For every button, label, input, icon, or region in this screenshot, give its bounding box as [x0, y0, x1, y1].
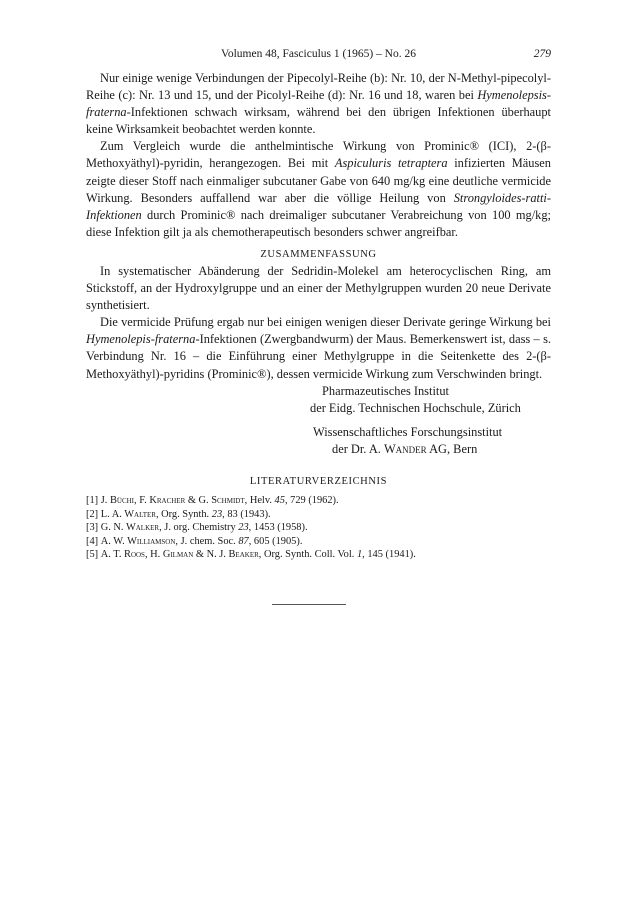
reference-volume: 87: [238, 535, 249, 547]
paragraph-results: [86, 70, 551, 138]
affiliation-line: Wissenschaftliches Forschungsinstitut: [313, 425, 503, 439]
affiliation-line: der Eidg. Technischen Hochschule, Zürich: [310, 400, 521, 415]
reference-volume: 23: [211, 508, 223, 520]
reference-volume: 45: [274, 495, 285, 507]
company-name: Wander: [383, 442, 427, 457]
reference-authors: A. T. Roos, H. Gilman & N. J. Beaker: [100, 549, 259, 561]
affiliation-line: Pharmazeutisches Institut: [322, 383, 449, 398]
reference-authors: A. W. Williamson: [100, 535, 176, 547]
reference-item: [5] A. T. Roos, H. Gilman & N. J. Beaker, Org. Synth. Coll. Vol. 1, 145 (1941).: [86, 549, 416, 561]
running-head-text: Volumen 48, Fasciculus 1 (1965) – No. 26: [221, 48, 416, 60]
reference-authors: L. A. Walter: [100, 508, 156, 520]
paragraph-text: -Infektionen (Zwergbandwurm) der Maus. Bemerkenswert ist, dass – s. Verbindung Nr. 16 – die Einführung einer Methylgruppe in die Seitenkette des 2-(β-Methoxyäthyl)-pyridins (Prominic®), dessen vermicide Wirkung zum Verschwinden bringt.: [86, 332, 551, 381]
paragraph-text: Zum Vergleich wurde die anthelmintische Wirkung von Prominic® (ICI), 2-(β-Methoxyäthyl)-pyridin, herangezogen. Bei mit: [86, 139, 551, 171]
affiliations: [86, 383, 551, 459]
summary-paragraph-1: In systematischer Abänderung der Sedridin-Molekel am heterocyclischen Ring, am Stickstoff, an der Hydroxylgruppe und an einer der Methylgruppen wurden 20 neue Derivate synthetisiert.: [86, 263, 551, 313]
paragraph-text: Die vermicide Prüfung ergab nur bei einigen wenigen dieser Derivate geringe Wirkung bei: [100, 315, 551, 330]
paragraph-text: -Infektionen schwach wirksam, während bei den übrigen Infektionen überhaupt keine Wirksamkeit beobachtet werden konnte.: [86, 105, 551, 137]
running-header: [86, 48, 551, 66]
reference-volume: 23: [238, 522, 249, 534]
species-name: Aspiculuris tetraptera: [334, 156, 448, 171]
summary-paragraph-2: [86, 314, 551, 382]
summary-heading: ZUSAMMENFASSUNG: [260, 248, 377, 260]
end-rule: [272, 604, 346, 605]
paragraph-text: infizierten Mäusen zeigte dieser Stoff nach einmaliger subcutaner Gabe von 640 mg/kg eine deutliche vermicide Wirkung. Besonders auffallend war aber die völlige Heilung von: [86, 156, 551, 205]
reference-item: [4] A. W. Williamson, J. chem. Soc. 87, 605 (1905).: [86, 535, 303, 547]
paragraph-text: durch Prominic® nach dreimaliger subcutaner Verabreichung von 100 mg/kg; diese Infektion gilt ja als chemotherapeutisch besonders schwer angreifbar.: [86, 207, 551, 239]
reference-item: [2] L. A. Walter, Org. Synth. 23, 83 (1943).: [86, 508, 271, 520]
affiliation-line: der Dr. A. Wander AG, Bern: [332, 442, 478, 457]
reference-item: [1] J. Büchi, F. Kracher & G. Schmidt, Helv. 45, 729 (1962).: [86, 495, 339, 507]
page: [86, 48, 551, 561]
reference-authors: G. N. Walker: [100, 522, 160, 534]
species-name: Hymenolepsis-fraterna: [86, 88, 551, 120]
reference-item: [3] G. N. Walker, J. org. Chemistry 23, 1453 (1958).: [86, 522, 308, 534]
reference-list: [86, 494, 551, 561]
species-name: Strongyloides-ratti-Infektionen: [86, 190, 551, 222]
reference-authors: J. Büchi, F. Kracher & G. Schmidt: [100, 495, 245, 507]
reference-volume: 1: [356, 549, 363, 561]
references-heading: LITERATURVERZEICHNIS: [249, 476, 388, 488]
species-name: Hymenolepis-fraterna: [86, 332, 196, 347]
paragraph-comparison: [86, 138, 551, 241]
paragraph-text: Nur einige wenige Verbindungen der Pipecolyl-Reihe (b): Nr. 10, der N-Methyl-pipecolyl-Reihe (c): Nr. 13 und 15, und der Picolyl-Reihe (d): Nr. 16 und 18, waren bei: [86, 71, 551, 103]
article-body: [86, 70, 551, 561]
page-number: 279: [533, 48, 551, 60]
